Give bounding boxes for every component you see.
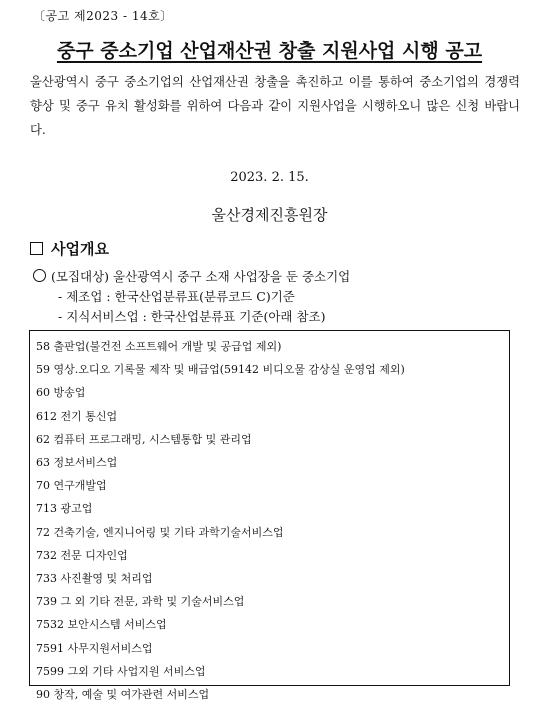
eligibility-knowledge-service: - 지식서비스업 : 한국산업분류표 기준(아래 참조)	[58, 309, 326, 324]
intro-paragraph: 울산광역시 중구 중소기업의 산업재산권 창출을 촉진하고 이를 통하여 중소기업의 경쟁력 향상 및 중구 유치 활성화를 위하여 다음과 같이 지원사업을 시행하오니 많은 신청 바랍니다.	[30, 75, 520, 137]
eligibility-main-text: (모집대상) 울산광역시 중구 소재 사업장을 둔 중소기업	[51, 269, 351, 284]
circle-bullet-icon	[33, 269, 46, 282]
industry-code-item: 732 전문 디자인업	[36, 548, 128, 562]
organization-name: 울산경제진흥원장	[211, 206, 328, 224]
industry-code-item: 58 출판업(불건전 소프트웨어 개발 및 공급업 제외)	[36, 340, 282, 353]
page-title-text: 중구 중소기업 산업재산권 창출 지원사업 시행 공고	[56, 40, 483, 62]
industry-code-item: 90 창작, 예술 및 여가관련 서비스업	[36, 688, 210, 702]
industry-code-box	[29, 330, 510, 702]
industry-code-item: 739 그 외 기타 전문, 과학 및 기술서비스업	[36, 595, 245, 609]
industry-code-item: 733 사진촬영 및 처리업	[36, 572, 153, 586]
eligibility-manufacturing: - 제조업 : 한국산업분류표(분류코드 C)기준	[58, 289, 295, 304]
section-title: 사업개요	[51, 240, 109, 258]
industry-code-item: 713 광고업	[36, 502, 93, 516]
industry-code-item: 70 연구개발업	[36, 479, 107, 493]
industry-code-item: 72 건축기술, 엔지니어링 및 기타 과학기술서비스업	[36, 525, 284, 539]
industry-code-item: 62 컴퓨터 프로그래밍, 시스템통합 및 관리업	[36, 432, 252, 446]
industry-code-item: 7591 사무지원서비스업	[36, 641, 153, 655]
industry-code-item: 7599 그외 기타 사업지원 서비스업	[36, 664, 206, 678]
industry-code-item: 59 영상.오디오 기록물 제작 및 배급업(59142 비디오물 감상실 운영업 제외)	[36, 363, 405, 377]
industry-code-item: 7532 보안시스템 서비스업	[36, 618, 167, 632]
section-heading	[30, 238, 109, 259]
industry-code-item: 63 정보서비스업	[36, 456, 118, 470]
eligibility-main	[33, 267, 350, 285]
industry-code-item: 60 방송업	[36, 386, 86, 400]
notice-number: 〔공고 제2023 - 14호〕	[33, 9, 173, 23]
industry-code-item: 612 전기 통신업	[36, 409, 118, 423]
square-bullet-icon	[30, 242, 43, 255]
page-title	[0, 36, 539, 63]
notice-date: 2023. 2. 15.	[230, 170, 309, 185]
